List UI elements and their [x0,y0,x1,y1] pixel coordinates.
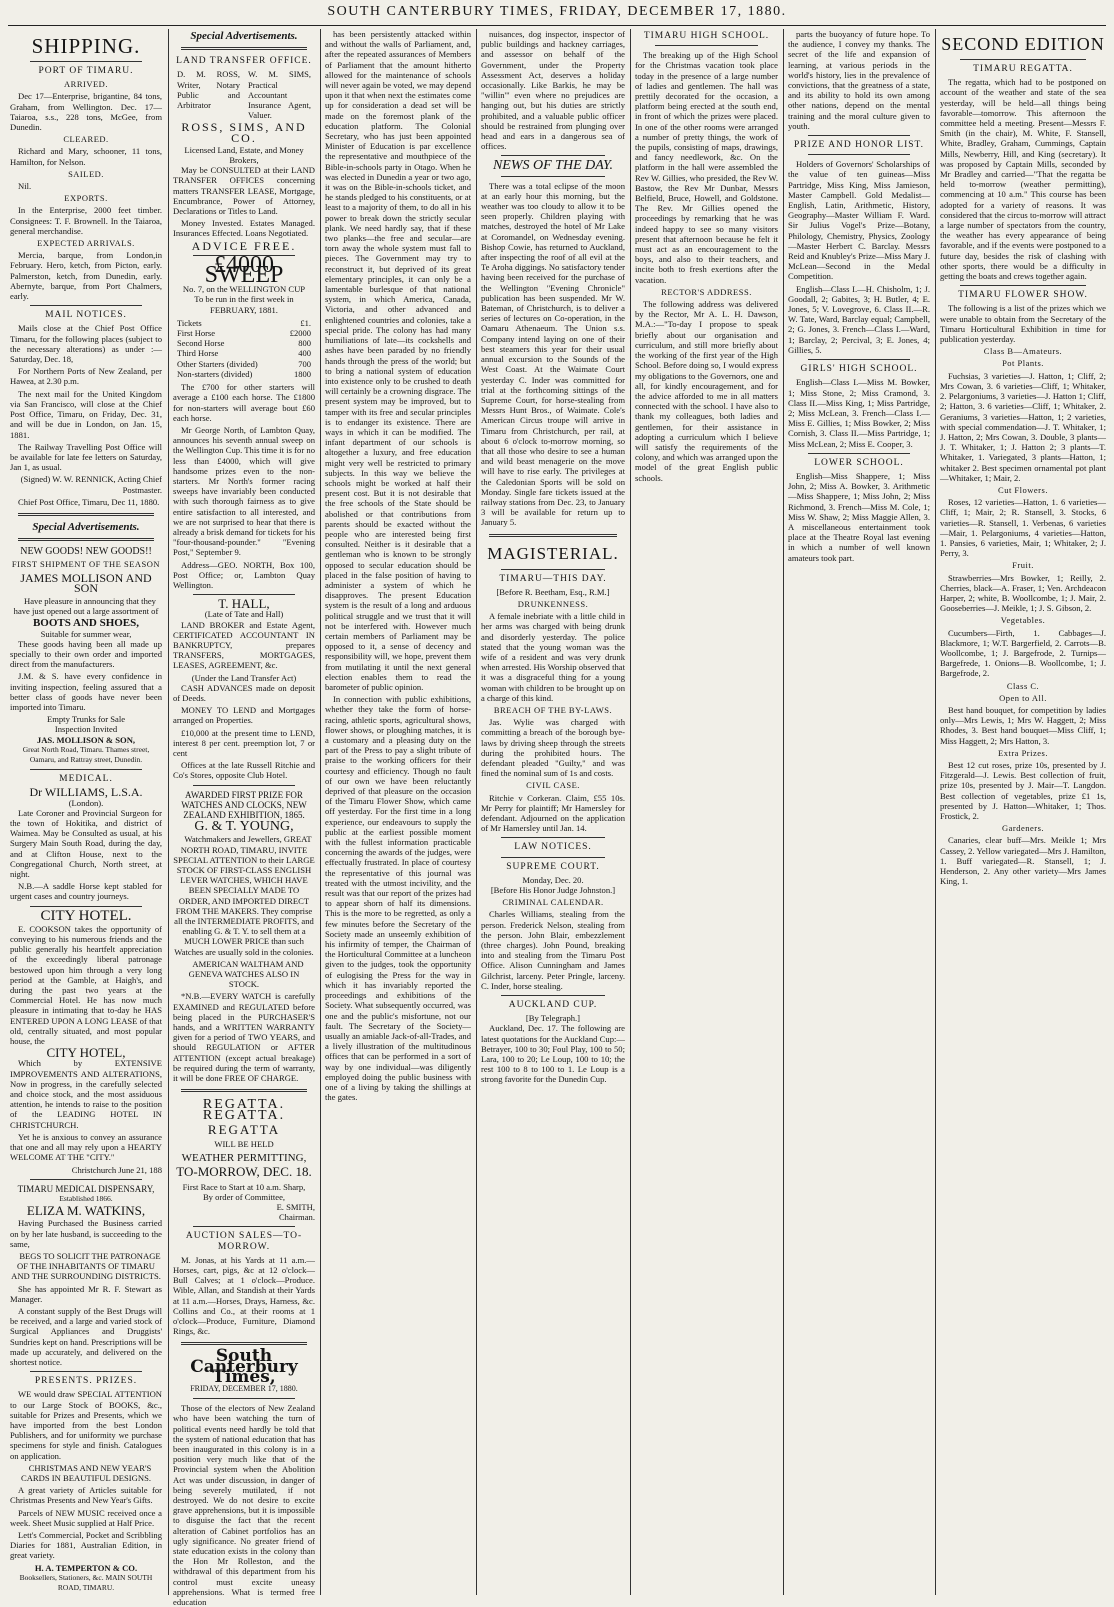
young-nb: *N.B.—EVERY WATCH is carefully EXAMINED and REGULATED before being placed in the PURCHASER'S hands, and a WRITTEN WARRANTY given for a period of TWO YEARS, and should REGULATION or AFTER ATTENTION (except actual breakage) be required during the term of warranty, it will be done FREE OF CHARGE. [173,991,315,1084]
girls-text: English—Class I.—Miss M. Bowker, 1; Miss Stone, 2; Miss Cramond, 3. Class II.—Miss King, 1; Miss Partridge, 2; Miss McLean, 3. French—Class I.—Miss E. Gillies, 1; Miss Bowker, 2; Miss Cornish, 3. Class II.—Miss Partridge, 1; Miss McLean, 2; Miss E. Cooper, 3. [788,377,930,449]
first-shipment: FIRST SHIPMENT OF THE SEASON [11,559,161,570]
second-edition-heading: SECOND EDITION [941,34,1105,54]
cleared-text: Richard and Mary, schooner, 11 tons, Hamilton, for Nelson. [10,146,162,167]
flower-list: Fuchsias, 3 varieties—J. Hatton, 1; Cliff, 2; Mrs Cowan, 3. 6 varieties—Cliff, 1; Whitaker, 2. Pelargoniums, 3 varieties—J. Hatton 1; Cliff, 2; Hatton, 3. 6 varieties—Cliff, 1; Whitaker, 2. Geraniums, 3 varieties—Hatton, 1; 2 varieties, with special commendation—J. T. Whitaker, 1; J. Hatton, 2; Mrs Cowan, 3. Double, 3 plants—J. T. Whitaker, 1; J. Hatton 2; 3 plants—T. Whitaker, 1. Variegated, 3 plants—Hatton, 1; whitaker 2. Best specimen ornamental pot plant—Whitaker, 1; Mair, 2. [940,370,1106,483]
class-c-heading: Class C. [1006,680,1040,691]
city-hotel-heading: CITY HOTEL. [40,907,132,924]
column-rule [630,29,631,1595]
hall-sub: (Late of Tate and Hall) [204,609,284,620]
regatta-held: WILL BE HELD [214,1138,274,1149]
mail-text: The Railway Travelling Post Office will be available for late fee letters on Saturday, Jan 1, as usual. [10,441,162,473]
lower-text: English—Miss Shappere, 1; Miss John, 2; Miss A. Bowker, 3. Arithmetic—Miss Shappere, 1; Miss John, 2; Miss Richmond, 3. French—Miss M. Cole, 1; Miss W. Shaw, 2; Miss Maggie Allen, 3. A miscellaneous entertainment took place at the Theatre Royal last evening in which a number of well known amateurs took part. [788,470,930,563]
presents-text: WE would draw SPECIAL ATTENTION to our Large Stock of BOOKS, &c., suitable for Prizes and Presents, which we have imported from the best London Publishers, and for uniformity we purchase specimens for style and finish. Catalogues on application. [10,1389,162,1461]
horse-label: First Horse [177,328,216,339]
sweep-run: To be run in the first week in FEBRUARY, 1881. [194,294,294,315]
regatta-order: By order of Committee, [202,1191,286,1202]
pot-plants-heading: Pot Plants. [1002,358,1044,369]
fruit-text: Strawberries—Mrs Bowker, 1; Reilly, 2. Cherries, black—A. Fraser, 1; Ven. Archdeacon Harper, 2; white, B. Woollcombe, 1; J. Mair, 2. Gooseberries—J. Meikle, 1; J. S. Gibson, 2. [940,572,1106,614]
timaru-regatta-heading: TIMARU REGATTA. [973,64,1073,74]
paper-date: FRIDAY, DECEMBER 17, 1880. [190,1383,298,1393]
temperton-sub: Booksellers, Stationers, &c. MAIN SOUTH ROAD, TIMARU. [19,1572,153,1593]
arrived-text: Dec 17—Enterprise, brigantine, 84 tons, Graham, from Wellington. Dec. 17—Taiaroa, s.s., 228 tons, McGee, from Dunedin. [10,91,162,133]
boots-heading: BOOTS AND SHOES, [32,617,140,630]
open-all-heading: Open to All. [999,692,1047,703]
gardeners-heading: Gardeners. [1001,823,1045,834]
class-b-heading: Class B—Amateurs. [983,346,1063,357]
sweep-text: The £700 for other starters will average a £100 each horse. The £1800 for non-starters will average bout £60 each horse. [173,382,315,423]
patronage: BEGS TO SOLICIT THE PATRONAGE OF THE INHABITANTS OF TIMARU AND THE SURROUNDING DISTRICTS. [11,1250,161,1282]
tickets-label: Tickets [177,317,202,328]
civil-heading: CIVIL CASE. [526,780,580,791]
editorial-text: In connection with public exhibitions, whether they take the form of horse-racing, athletic sports, agricultural shows, flower shows, or ploughing matches, it is a customary and a pleasing duty on the part of the Press to pay a slight tribute of praise to the working officers for their courtesy and efficiency. Though no fault of our own we have been reluctantly deprived of that pleasure on the occasion of the Timaru Flower Show, which came off yesterday. For the first time in a long experience, our endeavours to supply the public at the earliest possible moment with the fullest information practicable concerning the awards of the judges, were effectually frustrated. In place of courtesy the representative of this journal was treated with the utmost incivility, and the result was that our report of the prizes had to appear shorn of half its dimensions. This is the more to be regretted, as only a few minutes before the Secretary of the Society made an unseemly exhibition of his infirmity of temper, the Chairman of the Horticultural Committee at a luncheon given to the judges, took the opportunity of eulogising the Press for the way in which it has invariably reported the proceedings and exhibitions of the Society. What subsequently occurred, was one and the public's misfortune, not our fault. The Secretary of the Society—usually an amiable Jack-of-all-Trades, and a lively illustration of the multitudinous offices that can be performed in a sort of way by one individual—was diligently employed doing the public business with one of a living by taking the shillings at the gates. [325,694,471,1103]
advice-free: ADVICE FREE. [191,238,297,253]
williams-text: Late Coroner and Provincial Surgeon for the town of Hokitika, and district of Waimea. May be Consulted as usual, at his Surgery Main South Road, during the day, and at Clifton House, next to the Congregational Church, North street, at night. [10,807,162,880]
mollison-text: Have pleasure in announcing that they have just opened out a large assortment of [13,595,159,617]
hall-sub-2: (Under the Land Transfer Act) [191,672,297,683]
criminal-text: Charles Williams, stealing from the person. Frederick Nelson, stealing from the person. John Blair, embezzlement (three charges). John Pound, breaking into and stealing from the Timaru Post Office. Alison Cunningham and James Gilchrist, larceny. Peter Pringle, larceny. C. Inder, horse stealing. [481,909,625,991]
open-all-text: Best hand bouquet, for competition by ladies only—Mrs Lewis, 1; Mrs W. Haggett, 2; Miss Rhodes, 3. Best hand bouquet—Miss Cliff, 1; Miss Haggett, 2; Mrs Hatton, 3. [940,704,1106,746]
sweep-address: Address—GEO. NORTH, Box 100, Post Office; or, Lambton Quay Wellington. [173,559,315,590]
high-school-heading: TIMARU HIGH SCHOOL. [643,31,770,41]
regatta-weather: WEATHER PERMITTING, [181,1152,307,1165]
lower-heading: LOWER SCHOOL. [814,457,904,468]
prize-heading: PRIZE AND HONOR LIST. [793,140,925,151]
williams-nb: N.B.—A saddle Horse kept stabled for urgent cases and country journeys. [10,881,162,902]
horse-label: Second Horse [177,338,225,349]
shipping-title: SHIPPING. [31,34,141,58]
extra-prizes-heading: Extra Prizes. [998,747,1048,758]
news-text: There was a total eclipse of the moon at an early hour this morning, but the weather was too cloudy to allow it to be seen properly. Children playing with matches, destroyed the hotel of Mr Lake at Coromandel, on Wednesday evening. Bishop Cowie, has returned to Auckland, after inspecting the roof of all evil at the Te Aroha diggings. No satisfactory tender having been received for the purchase of the Wellington "Evening Chronicle" publication has been suspended. Mr W. Bateman, of Christchurch, is to deliver a series of lectures on Co-operation, in the Oamaru Athenaeum. The Union s.s. Company intend laying on one of their best steamers this year for their usual annual excursion to the Sounds of the West Coast. At the Waimate Court yesterday C. Inder was committed for trial at the forthcoming sittings of the Supreme Court, for horse-stealing from Messrs Hunt Bros., of Waimate. Cole's American Circus troupe will arrive in Timaru from Christchurch, per rail, at about 6 o'clock to-morrow morning, so that all those who desire to see a human and wild beast menagerie on the move will have to rise early. The privileges at the Caledonian Sports will be sold on Monday. Single fare tickets issued at the railway stations from Dec. 23, to January 3 will be available for return up to January 5. [481,180,625,528]
regatta-heading-2: REGATTA [207,1121,281,1137]
supreme-before: [Before His Honor Judge Johnston.] [490,885,616,896]
column-2 [173,29,315,1607]
hall-text: Offices at the late Russell Ritchie and Co's Stores, opposite Club Hotel. [173,760,315,781]
exports-heading: EXPORTS. [64,193,108,204]
column-rule [783,29,784,1595]
ross-right: W. M. SIMS, Practical Accountant Insurance Agent, Valuer. [248,69,311,121]
trunks: Empty Trunks for Sale [46,714,126,725]
editorial-text: nuisances, dog inspector, inspector of public buildings and hackney carriages, and assessor on behalf of the Government, under the Property Assessment Act, deserves a holiday occasionally. Like Barkis, he may be "willin'" even where no prejudices are hanging out, but his duties are strictly prohibited, and a valuable public officer should be restrained from plunging over head and ears in a dangerous sea of offices. [481,29,625,152]
tickets-value: £1. [300,317,311,328]
temperton-name: H. A. TEMPERTON & CO. [34,1562,138,1573]
articles-text: A great variety of Articles suitable for Christmas Presents and New Year's Gifts. [10,1485,162,1506]
auction-heading: AUCTION SALES—TO-MORROW. [185,1231,303,1252]
hall-text: CASH ADVANCES made on deposit of Deeds. [173,682,315,703]
dispensary-established: Established 1866. [59,1193,113,1203]
sailed-text: Nil. [18,181,32,192]
girls-heading: GIRLS' HIGH SCHOOL. [800,364,918,375]
city-hotel-heading-2: CITY HOTEL, [46,1045,126,1061]
awarded-heading: AWARDED FIRST PRIZE FOR WATCHES AND CLOCKS, NEW ZEALAND EXHIBITION, 1865. [181,789,307,821]
special-ads-heading: Special Advertisements. [190,30,298,42]
city-hotel-text: Yet he is anxious to convey an assurance that one and all may rely upon a HEARTY WELCOME AT THE "CITY." [10,1131,162,1163]
rector-text: parts the buoyancy of future hope. To the audience, I convey my thanks. The secret of the life and expansion of learning, at various periods in the world's history, lies in the prevalence of convictions, that the greatness of a state, and its ability to hold its own among other nations, depend on the mental training and the moral culture given to youth. [788,29,930,131]
young-name: G. & T. YOUNG, [194,819,294,835]
expected-text: Mercia, barque, from London,in February. Hero, ketch, from Picton, early. Palmerston, ketch, from Dunedin, early. Abernyte, barque, from Port Chalmers, early. [10,250,162,302]
magisterial-heading: MAGISTERIAL. [487,543,619,563]
city-hotel-text: Which by EXTENSIVE IMPROVEMENTS AND ALTERATIONS, Now in progress, in the carefully selected and choice stock, and the most assiduous attention, he intends to raise to the position of the LEADING HOTEL IN CHRISTCHURCH. [10,1058,162,1130]
hall-text: £10,000 at the present time to LEND, interest 8 per cent. preemption lot, 7 or cent [173,727,315,758]
horse-value: 800 [298,338,311,349]
bylaws-text: Jas. Wylie was charged with committing a breach of the borough bye-laws by driving sheep through the streets during the prohibited hours. The defendant pleaded "Guilty," and was fined the nominal sum of 1s and costs. [481,717,625,779]
column-6 [788,29,930,1595]
law-heading: LAW NOTICES. [514,842,592,853]
horse-label: Other Starters (divided) [177,358,258,369]
top-rule [8,25,1106,26]
cut-flowers-heading: Cut Flowers. [998,484,1048,495]
hall-text: LAND BROKER and Estate Agent, CERTIFICATED ACCOUNTANT IN BANKRUPTCY, prepares TRANSFERS, MORTGAGES, LEASES, AGREEMENT, &c. [173,619,315,671]
mollison-sign: JAS. MOLLISON & SON, [36,734,136,745]
column-1 [10,29,162,1595]
sweep-table [173,318,315,379]
regatta-date: TO-MORROW, DEC. 18. [176,1164,312,1180]
firm-sub: Licensed Land, Estate, and Money Brokers, [184,144,304,166]
presents-heading: PRESENTS. PRIZES. [34,1376,138,1387]
prize-text: Holders of Governors' Scholarships of the value of ten guineas—Miss Partridge, Miss King, Miss Jamieson, Master Campbell. Gold Medalist—English, Latin, Arithmetic, History, Geography—Master William F. Ward. Sir Julius Vogel's Prize—Botany, Philology, Chemistry, Physics, Zoology—Master Herbert C. Barclay. Messrs Reid and Knubley's Prize—Miss Mary J. McLean—Second in the Medal Competition. [788,159,930,282]
williams-sub: (London). [68,797,104,808]
dispensary-heading: TIMARU MEDICAL DISPENSARY, [17,1183,155,1194]
news-heading: NEWS OF THE DAY. [492,158,614,174]
regatta-start: First Race to Start at 10 a.m. Sharp, [182,1181,306,1192]
dispensary-text: A constant supply of the Best Drugs will be received, and a large and varied stock of Surgical Appliances and Druggists' Sundries kept on hand. Prescriptions will be made up accurately, and delivered on the shortest notice. [10,1305,162,1367]
hall-text: MONEY TO LEND and Mortgages arranged on Properties. [173,705,315,726]
mail-text: For Northern Ports of New Zealand, per Hawea, at 2.30 p.m. [10,366,162,387]
music-text: Parcels of NEW MUSIC received once a week. Sheet Music supplied at Half Price. [10,1507,162,1528]
horse-value: 1800 [294,368,311,379]
flower-show-heading: TIMARU FLOWER SHOW. [958,290,1088,301]
mail-heading: MAIL NOTICES. [45,310,127,321]
arrived-heading: ARRIVED. [64,79,108,90]
inspection: Inspection Invited [54,724,118,735]
bylaws-heading: BREACH OF THE BY-LAWS. [493,704,613,715]
hall-name: T. HALL, [218,596,270,612]
regatta-sign: E. SMITH, [276,1201,315,1212]
land-transfer-heading: LAND TRANSFER OFFICE. [176,56,312,67]
vegetables-text: Cucumbers—Firth, 1. Cabbages—J. Blackmore, 1; W.T. Bargerfield, 2. Carrots—B. Woollcombe, 1; J. Bargefrode, 2. Turnips—Bargefrede, 1. Onions—B. Woollcombe, 1; J. Bargefrode, 2. [940,627,1106,679]
exports-text: In the Enterprise, 2000 feet timber. Consignees: T. F. Brownell. In the Taiaroa, general merchandise. [10,205,162,236]
supreme-date: Monday, Dec. 20. [522,874,584,885]
sweep-heading: £4000 SWEEP [204,251,284,289]
drunkenness-text: A female inebriate with a little child in her arms was charged with being drunk and disorderly yesterday. The police stated that the young woman was the wife of a resident and was very drunk when arrested. His Worship observed that it was a disgraceful thing for a young woman with children to be brought up on a charge of this kind. [481,611,625,703]
mail-signature: (Signed) W. W. RENNICK, Acting Chief Postmaster. [20,474,162,495]
watkins-name: ELIZA M. WATKINS, [26,1203,146,1219]
vegetables-heading: Vegetables. [1000,615,1046,626]
horse-label: Non-starters (divided) [177,368,253,379]
letts-text: Lett's Commercial, Pocket and Scribbling Diaries for 1881, Australian Edition, in great variety. [10,1530,162,1561]
expected-heading: EXPECTED ARRIVALS. [37,238,135,249]
boots-text: J.M. & S. have every confidence in inviting inspection, feeling assured that a better class of goods have never been imported into Timaru. [10,671,162,712]
firm-name: ROSS, SIMS, AND CO. [181,120,307,145]
boots-text: These goods having been all made up specially to their own order and imported direct from the manufacturers. [10,638,162,670]
sweep-sub: No. 7, on the WELLINGTON CUP [182,284,306,295]
mail-text: The next mail for the United Kingdom via San Francisco, will close at the Chief Post Office, Timaru, on Friday, Dec. 31, and will be due in London, on Jan. 15, 1881. [10,388,162,440]
extra-prizes-text: Best 12 cut roses, prize 10s, presented by J. Fitzgerald—J. Lewis. Best collection of fruit, prize 10s, presented by J. Mair—T. Langdon. Best collection of vegetables, prize £1 1s, presented by J. Hatton—Whitaker, 1; Thos. Frostick, 2. [940,760,1106,822]
auckland-heading: AUCKLAND CUP. [508,1000,598,1011]
column-5 [635,29,778,1595]
column-rule [168,29,169,1595]
cleared-heading: CLEARED. [63,134,109,145]
city-hotel-text: E. COOKSON takes the opportunity of conveying to his numerous friends and the public generally his heartfelt appreciation of the exceedingly liberal patronage bestowed upon him through a very long period at the Gamble, at Haigh's, and during the past two years at the Commercial Hotel. He has now much pleasure in intimating that to-day he HAS ENTERED UPON A LONG LEASE of that old, centrally situated, and most popular house, the [10,923,162,1047]
american-watches: AMERICAN WALTHAM AND GENEVA WATCHES ALSO IN STOCK. [188,958,304,990]
column-rule [935,29,936,1595]
regatta-chair: Chairman. [278,1212,315,1223]
mail-signature: Chief Post Office, Timaru, Dec 11, 1880. [18,496,160,507]
horse-value: 700 [298,358,311,369]
magisterial-sub: TIMARU—THIS DAY. [499,573,607,584]
flower-show-text: The following is a list of the prizes which we were unable to obtain from the Secretary of the Timaru Horticultural Exhibition in time for publication yesterday. [940,303,1106,345]
column-4 [481,29,625,1595]
young-text: Watchmakers and Jewellers, GREAT NORTH ROAD, TIMARU, INVITE SPECIAL ATTENTION to their LARGE STOCK OF FIRST-CLASS ENGLISH LEVER WATCHES, WHICH HAVE BEEN SPECIALLY MADE TO ORDER, AND IMPORTED DIRECT FROM THE MAKERS. They comprise all the INTERMEDIATE PROFITS, and enabling G. & T. Y. to sell them at a MUCH LOWER PRICE than such Watches are usually sold in the colonies. [173,834,315,957]
civil-text: Ritchie v Corkeran. Claim, £55 10s. Mr Perry for plaintiff; Mr Hamersley for defendant. Adjourned on the application of Mr Hamersley until Jan. 14. [481,792,625,834]
column-3 [325,29,471,1595]
mollison-name: JAMES MOLLISON AND SON [20,570,152,595]
sweep-text: Mr George North, of Lambton Quay, announces his seventh annual sweep on the Wellington Cup. This time it is for no less than £4000, which will give handsome prizes even to the non-starters. Mr North's former racing sweeps have invariably been conducted with such thorough fairness as to give entire satisfaction to all interested, and we are not surprised to hear that there is already a brisk demand for tickets for his "four-thousand-pounder." "Evening Post," September 9. [173,424,315,558]
ross-left: D. M. ROSS, Writer, Notary Public and Arbitrator [177,69,240,111]
manager: She has appointed Mr R. F. Stewart as Manager. [10,1283,162,1304]
mail-text: Mails close at the Chief Post Office Timaru, for the following places (subject to the necessary alterations) as under :— Saturday, Dec. 18, [10,323,162,365]
auckland-text: Auckland, Dec. 17. The following are latest quotations for the Auckland Cup:—Betrayer, 100 to 30; Foul Play, 100 to 50; Lara, 100 to 20; Le Loup, 100 to 10; the rest 100 to 8 to 100 to 1. Le Loup is a strong favorite for the Dunedin Cup. [481,1023,625,1085]
cut-flowers-text: Roses, 12 varieties—Hatton, 1. 6 varieties—Cliff, 1; Mair, 2; R. Stansell, 3. Stocks, 6 varieties—R. Stansell, 1. Verbenas, 6 varieties—Mair, 1. Pelargoniums, 4 varieties—Hatton, 1. Pansies, 6 varieties, Mair, 1; Whitaker, 2; J. Perry, 3. [940,497,1106,559]
williams-name: Dr WILLIAMS, L.S.A. [29,785,143,800]
auckland-by: [By Telegraph.] [525,1013,581,1024]
high-school-text: The breaking up of the High School for the Christmas vacation took place today in the presence of a large number of ladies and gentlemen. The hall was prettily decorated for the occasion, a platform being erected at the south end, in front of which the prizes were placed. In one of the other rooms were arranged a number of pretty things, the work of the pupils, consisting of maps, drawings, and fancy needlework, &c. On the platform in the hall were assembled the Rev W. Gillies, who presided, the Rev W. Bastow, the Rev Mr Dunbar, Messrs Belfield, Bruce, Howell, and Goldstone. The Rev. Mr Gillies opened the proceedings by remarking that he was indeed happy to see so many visitors present that afternoon because he felt it must act as an encouragement to the boys, and also to their teachers, and incite both to fresh exertions after the vacation. [635,50,778,285]
ross-sims-table [173,69,315,120]
medical-heading: MEDICAL. [59,774,113,785]
horse-value: 400 [298,348,311,359]
gardeners-text: Canaries, clear buff—Mrs. Meikle 1; Mrs Cassey, 2. Yellow variegated—Mrs J. Hamilton, 1. Buff variegated—R. Stansell, 1; J. Henderson, 2. Any other variety—Mrs James King, 1. [940,835,1106,887]
masthead: SOUTH CANTERBURY TIMES, FRIDAY, DECEMBER 17, 1880. [327,4,787,19]
special-ads-heading: Special Advertisements. [32,520,140,533]
paper-title: South Canterbury Times, [190,1346,298,1387]
column-rule [320,29,321,1595]
rector-heading: RECTOR'S ADDRESS. [661,286,752,297]
sailed-heading: SAILED. [68,168,104,179]
boots-sub: Suitable for summer wear, [40,628,132,639]
new-goods: NEW GOODS! NEW GOODS!! [20,546,152,558]
city-hotel-date: Christchurch June 21, 188 [71,1164,162,1175]
horse-label: Third Horse [177,348,219,359]
watkins-text: Having Purchased the Business carried on by her late husband, is succeeding to the same, [10,1218,162,1249]
auction-text: M. Jonas, at his Yards at 11 a.m.—Horses, cart, pigs, &c at 12 o'clock—Bull Calves; at 1 o'clock—Produce. Wible, Allan, and Standish at their Yards at 11 a.m.—Horses, Drays, Harness, &c. Collins and Co., at their rooms at 1 o'clock—Produce, Furniture, Diamond Rings, &c. [173,1254,315,1337]
editorial-text: has been persistently attacked within and without the walls of Parliament, and, after the repeated assurances of Members of Parliament that the amount hitherto allowed for the maintenance of schools will never again be voted, we may depend upon it that when next the estimates come up for consideration a dead set will be made on the foremost plank of the education platform. The Colonial Secretary, who has just been appointed Minister of Education is par excellence the representative and mouthpiece of the Bible-in-schools party in Otago. When he was elected in Dunedin a year or two ago, it was on the Bible-in-schools ticket, and he stands pledged to his constituents, or at least to a majority of them, to do all in his power to break down the strictly secular plank. We need hardly say, that if these two planks—the free and secular—are torn away the whole system must fall to pieces. The Government may try to reconstruct it, but deprived of its great elementary principles, it can only be a lamentable burlesque of that national system, in which America, Canada, Victoria, and other advanced and enlightened countries and colonies, take a special pride. The colony has had many humiliations of late—its cockshells and ashes have been paraded by no friendly hands through the press of the world; but to bring a national system of education into existence only to be crushed to death will certainly be a crowning disgrace. The present system may be improved, but to tamper with its free and secular principles is to endanger its existence. There are ways in which it can be modified. The infant department of our schools is altogether a luxury, and free education might very well be restricted to primary subjects. In this way we believe the schools might be worked at half their present cost. But it is not desirable that the free schools of the State should be abolished or that contributions from parents should be exacted without the people who are interested being first consulted. Neither is it desirable that a gentleman who is known to be strongly opposed to secular education should be placed in the false position of having to administer a system of which he disapproves. The present Education system is the result of a long and arduous political struggle and we trust that it will not be interfered with. However much certain members of Parliament may be opposed to it, a sense of decency and responsibility will, we hope, prevent them from mutilating it until the next general election enables them to read the barometer of public opinion. [325,29,471,692]
mollison-address: Great North Road, Timaru. Thames street, Oamaru, and Rattray street, Dunedin. [22,744,150,764]
criminal-heading: CRIMINAL CALENDAR. [502,897,604,908]
fruit-heading: Fruit. [1012,560,1034,571]
english-text: English—Class I.—H. Chisholm, 1; J. Goodall, 2; Gabites, 3; H. Butler, 4; E. Jones, 5; V. Lovegrove, 6. Class II.—R. W. Tate, Ward, Barclay equal; Campbell, 2; G. Jones, 3. French—Class I.—Ward, 1; Barclay, 2; Percival, 3; E. Jones, 4; Gillies, 5. [788,283,930,355]
drunkenness-heading: DRUNKENNESS. [517,598,589,609]
horse-value: £2000 [289,328,311,339]
rector-text: The following address was delivered by the Rector, Mr A. L. H. Dawson, M.A.:—"To-day I propose to speak briefly about our organisation and curriculum, and still more briefly about the working of the first year of the High School. Before doing so, I would express my obligations to the Governors, one and all, for kindly encouragement, and for the advice afforded to me in all matters connected with the school. I have also to thank my colleagues, both ladies and gentlemen, for their assistance in adopting a curriculum which I believe will satisfy the requirements of the colony, and which was arranged upon the model of the great English public schools. [635,299,778,483]
port-heading: PORT OF TIMARU. [38,66,134,76]
firm-text: Money Invested. Estates Managed. Insurances Effected. Loans Negotiated. [173,218,315,239]
column-rule [476,29,477,1595]
magisterial-before: [Before R. Beetham, Esq., R.M.] [496,586,610,597]
column-7 [940,29,1106,1595]
editorial-text: Those of the electors of New Zealand who have been watching the turn of political events need hardly be told that the system of national education that has been inaugurated in this colony is in a position very much like that of the Provincial system when the Abolition Act was under discussion, in danger of being severely mutilated, if not destroyed. We do not desire to excite grave apprehensions, but it is impossible to disguise the fact that the recent alteration of Cabinet portfolios has an ugly significance. No greater friend of state education exists in the colony than the Hon Mr Rolleston, and the withdrawal of this department from his control must excite uneasy apprehensions. What is termed free education [173,1403,315,1607]
firm-text: May be CONSULTED at their LAND TRANSFER OFFICES concerning matters TRANSFER LEASE, Mortgage, Encumbrance, Power of Attorney, Declarations or Titles to Land. [173,165,315,217]
timaru-regatta-text: The regatta, which had to be postponed on account of the weather and state of the sea yesterday, will be held—all things being favorable—tomorrow. This afternoon the committee held a meeting. Present—Messrs F. Smith (in the chair), M. White, F. Stansell, White, Bradley, Graham, Cummings, Captain Mills, Newberry, Hill, and King (secretary). It was proposed by Captain Mills, seconded by Mr Bradley and carried—"That the regatta be held to-morrow (weather permitting), commencing at 10 a.m." This course has been adopted for a variety of reasons. It was considered that the circus to-morrow will attract a large number of spectators from the country, the weather has every appearance of being favorable, and if the events were postponed to a future day, besides the risk of clashing with other sports, there would be a difficulty in getting the boats and crews together again. [940,77,1106,282]
christmas-cards: CHRISTMAS AND NEW YEAR'S CARDS IN BEAUTIFUL DESIGNS. [20,1462,152,1483]
regatta-heading: REGATTA. REGATTA. [202,1097,286,1123]
supreme-heading: SUPREME COURT. [506,861,600,872]
